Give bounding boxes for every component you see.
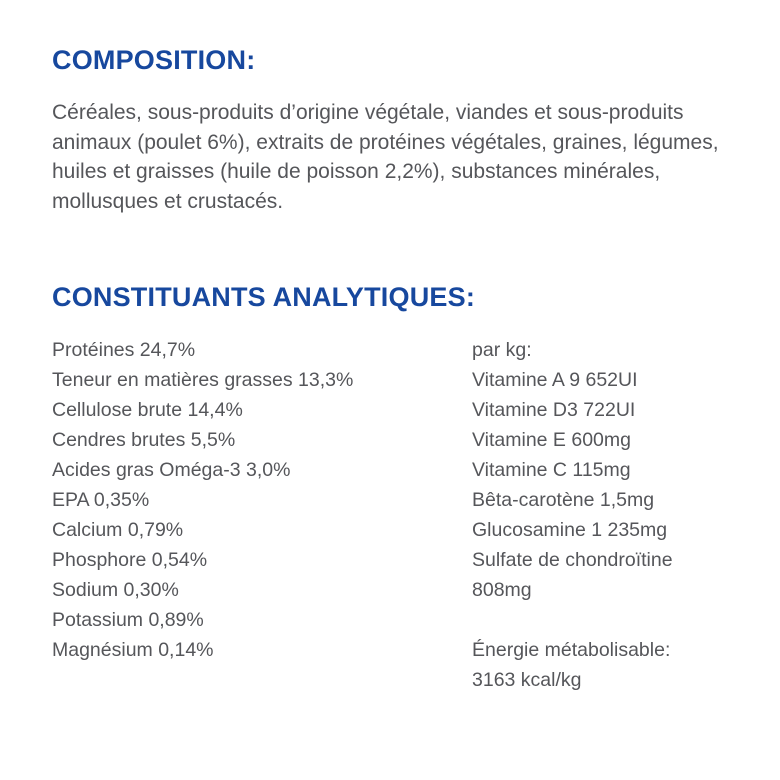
list-item: Sodium 0,30% bbox=[52, 579, 179, 601]
list-item: Cendres brutes 5,5% bbox=[52, 429, 236, 451]
analytical-right-column bbox=[472, 335, 732, 695]
list-item: Sulfate de chondroïtine 808mg bbox=[472, 549, 678, 601]
list-item: Vitamine C 115mg bbox=[472, 459, 631, 481]
energy-block bbox=[472, 635, 732, 695]
list-item: Protéines 24,7% bbox=[52, 339, 196, 361]
list-item: Bêta-carotène 1,5mg bbox=[472, 489, 655, 511]
composition-text: Céréales, sous-produits d’origine végétale, viandes et sous-produits animaux (poulet 6%), extraits de protéines végétales, graines, légumes, huiles et graisses (huile de poisson 2,2%), substances minérales, mollusques et crustacés. bbox=[52, 101, 719, 213]
list-item: Cellulose brute 14,4% bbox=[52, 399, 243, 421]
list-item: Vitamine E 600mg bbox=[472, 429, 631, 451]
list-item: Calcium 0,79% bbox=[52, 519, 184, 541]
constituents-columns bbox=[52, 335, 732, 695]
energy-value: 3163 kcal/kg bbox=[472, 669, 582, 691]
list-item: Glucosamine 1 235mg bbox=[472, 519, 668, 541]
list-item: Magnésium 0,14% bbox=[52, 639, 214, 661]
list-item: EPA 0,35% bbox=[52, 489, 150, 511]
list-item: Vitamine D3 722UI bbox=[472, 399, 636, 421]
list-item: Vitamine A 9 652UI bbox=[472, 369, 638, 391]
analytical-left-column bbox=[52, 335, 472, 695]
list-item: Acides gras Oméga-3 3,0% bbox=[52, 459, 291, 481]
list-item: Potassium 0,89% bbox=[52, 609, 204, 631]
per-kg-header: par kg: bbox=[472, 339, 532, 361]
list-item: Phosphore 0,54% bbox=[52, 549, 208, 571]
analytical-constituents-section bbox=[52, 282, 732, 695]
list-item: Teneur en matières grasses 13,3% bbox=[52, 369, 354, 391]
composition-heading: COMPOSITION: bbox=[52, 45, 256, 75]
analytical-constituents-heading: CONSTITUANTS ANALYTIQUES: bbox=[52, 282, 476, 312]
composition-section bbox=[52, 45, 732, 216]
energy-label: Énergie métabolisable: bbox=[472, 639, 671, 661]
